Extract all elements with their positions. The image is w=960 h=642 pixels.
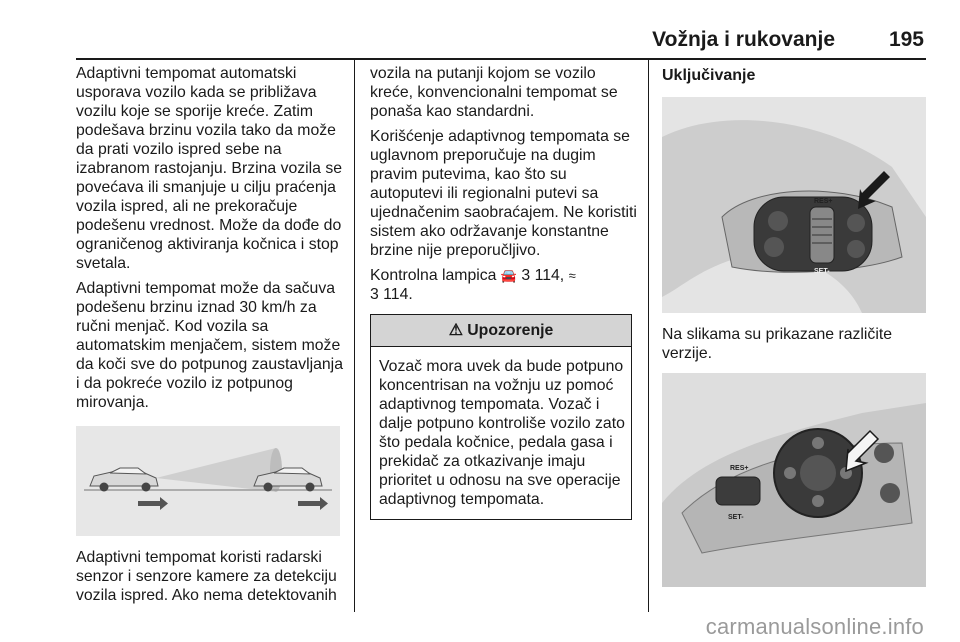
set-label: SET-	[814, 268, 830, 275]
page-reference[interactable]: 3 114.	[370, 286, 413, 303]
section-heading: Uključivanje	[662, 67, 756, 84]
indicator-paragraph	[370, 266, 638, 304]
warning-header	[371, 315, 631, 347]
page-reference[interactable]: 3 114,	[521, 267, 565, 284]
caption: Na slikama su prikazane različite verzije.	[662, 326, 893, 362]
steering-wheel-illustration-1	[662, 97, 926, 313]
column-1	[76, 64, 344, 611]
paragraph: Adaptivni tempomat koristi radarski senzor i senzore kamere za detekciju vozila ispred. Ako nema detektovanih	[76, 549, 337, 604]
car-indicator-icon: 🚘	[500, 268, 518, 283]
page-number: 195	[888, 28, 924, 51]
paragraph: Korišćenje adaptivnog tempomata se uglavnom preporučuje na dugim pravim putevima, kao što su autoputevi ili regionalni putevi sa ujednačenim saobraćajem. Ne koristiti sistem ako održavanje konstantne brzine nije preporučljivo.	[370, 128, 637, 259]
header-rule	[76, 58, 926, 60]
column-divider	[648, 60, 649, 612]
wheel-figure-2	[662, 373, 926, 587]
warning-triangle-icon: ⚠	[448, 322, 463, 339]
warning-text: Vozač mora uvek da bude potpuno koncentrisan na vožnju uz pomoć adaptivnog tempomata. Vozač i dalje potpuno kontroliše vozilo zato što pedala kočnice, pedala gasa i prekidač za otkazivanje imaju prioritet u odnosu na sve operacije adaptivnog tempomata.	[379, 358, 625, 508]
radar-figure	[76, 426, 340, 536]
set-label: SET-	[728, 514, 744, 521]
radar-car-icon: ≈	[568, 268, 576, 283]
res-label: RES+	[730, 465, 749, 472]
warning-box	[370, 314, 632, 520]
watermark: carmanualsonline.info	[705, 614, 924, 639]
column-divider	[354, 60, 355, 612]
radar-illustration	[76, 426, 340, 536]
column-2	[370, 64, 638, 520]
paragraph: Adaptivni tempomat može da sačuva podešenu brzinu iznad 30 km/h za ručni menjač. Kod vozila sa automatskim menjačem, sistem može da koči sve do potpunog zaustavljanja i da pokreće vozilo iz potpunog mirovanja.	[76, 280, 343, 411]
warning-title: Upozorenje	[467, 322, 554, 339]
indicator-label: Kontrolna lampica	[370, 267, 497, 284]
paragraph: Adaptivni tempomat automatski usporava vozilo kada se približava vozilu koje se sporije kreće. Zatim podešava brzinu vozila tako da može da prati vozilo ispred sebe na izabranom rastojanju. Brzina vozila se povećava ili smanjuje u cilju praćenja vozila ispred, ali ne prekoračuje podešenu vrednost. Može da dođe do ograničenog aktiviranja kočnica i stop svetala.	[76, 65, 343, 272]
column-3	[662, 64, 928, 587]
paragraph: vozila na putanji kojom se vozilo kreće, konvencionalni tempomat se ponaša kao standardni.	[370, 65, 618, 120]
wheel-figure-1	[662, 97, 926, 313]
section-title: Vožnja i rukovanje	[652, 28, 835, 51]
res-label: RES+	[814, 198, 833, 205]
steering-wheel-illustration-2	[662, 373, 926, 587]
